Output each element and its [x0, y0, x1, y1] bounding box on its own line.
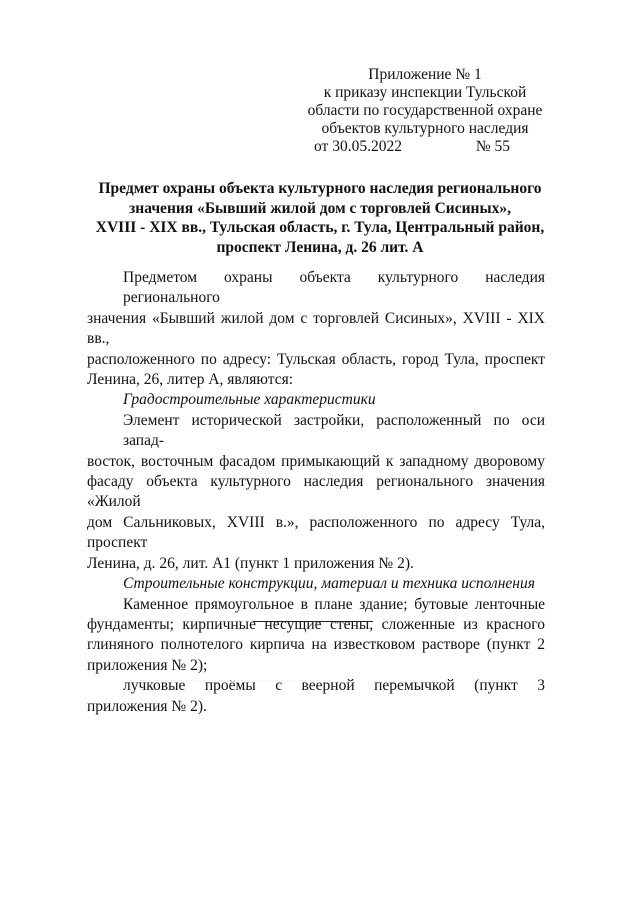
- annex-heritage-line: объектов культурного наследия: [321, 120, 529, 137]
- title-line-3: XVIII - XIX вв., Тульская область, г. Тула, Центральный район,: [95, 219, 545, 236]
- paragraph-line: расположенного по адресу: Тульская область, город Тула, проспект: [87, 350, 545, 368]
- title-line-4: проспект Ленина, д. 26 лит. А: [216, 238, 424, 256]
- annex-date-number-line: [300, 138, 510, 156]
- paragraph-line: лучковые проёмы с веерной перемычкой (пункт 3: [123, 677, 545, 695]
- title-line-1: Предмет охраны объекта культурного наследия регионального: [98, 180, 542, 197]
- annex-header: [300, 66, 550, 156]
- paragraph-line: Элемент исторической застройки, расположенный по оси запад-: [123, 411, 545, 450]
- paragraph-line: Каменное прямоугольное в плане здание; бутовые ленточные: [123, 595, 545, 613]
- annex-authority-line: области по государственной охране: [307, 102, 543, 119]
- faint-scan-line: [130, 680, 330, 681]
- paragraph-line: фасаду объекта культурного наследия регионального значения «Жилой: [87, 473, 545, 511]
- paragraph-line: восток, восточным фасадом примыкающий к западному дворовому: [87, 452, 545, 470]
- paragraph-line: значения «Бывший жилой дом с торговлей Сисиных», XVIII - XIX вв.,: [87, 309, 545, 348]
- annex-order-line: к приказу инспекции Тульской: [323, 84, 527, 101]
- section-heading-urban: Градостроительные характеристики: [123, 391, 376, 409]
- paragraph-line: Ленина, 26, литер А, являются:: [87, 371, 294, 389]
- annex-date: от 30.05.2022: [314, 138, 402, 155]
- section-heading-construction: Строительные конструкции, материал и техника исполнения: [123, 575, 535, 593]
- paragraph-line: глиняного полнотелого кирпича на известковом растворе (пункт 2: [87, 636, 545, 654]
- paragraph-line: приложения № 2);: [87, 656, 208, 674]
- title-line-2: значения «Бывший жилой дом с торговлей Сисиных»,: [129, 199, 511, 217]
- paragraph-line: приложения № 2).: [87, 697, 207, 715]
- annex-number: № 55: [475, 138, 510, 155]
- annex-title: Приложение № 1: [368, 66, 482, 83]
- paragraph-line: дом Сальниковых, XVIII в.», расположенного по адресу Тула, проспект: [87, 513, 545, 552]
- document-title: [80, 179, 560, 257]
- closing-divider: [253, 621, 373, 622]
- paragraph-line: Ленина, д. 26, лит. А1 (пункт 1 приложения № 2).: [87, 554, 414, 572]
- paragraph-line: Предметом охраны объекта культурного наследия регионального: [123, 269, 545, 307]
- paragraph-line: фундаменты; кирпичные несущие стены, сложенные из красного: [87, 615, 545, 633]
- document-body: [87, 268, 545, 717]
